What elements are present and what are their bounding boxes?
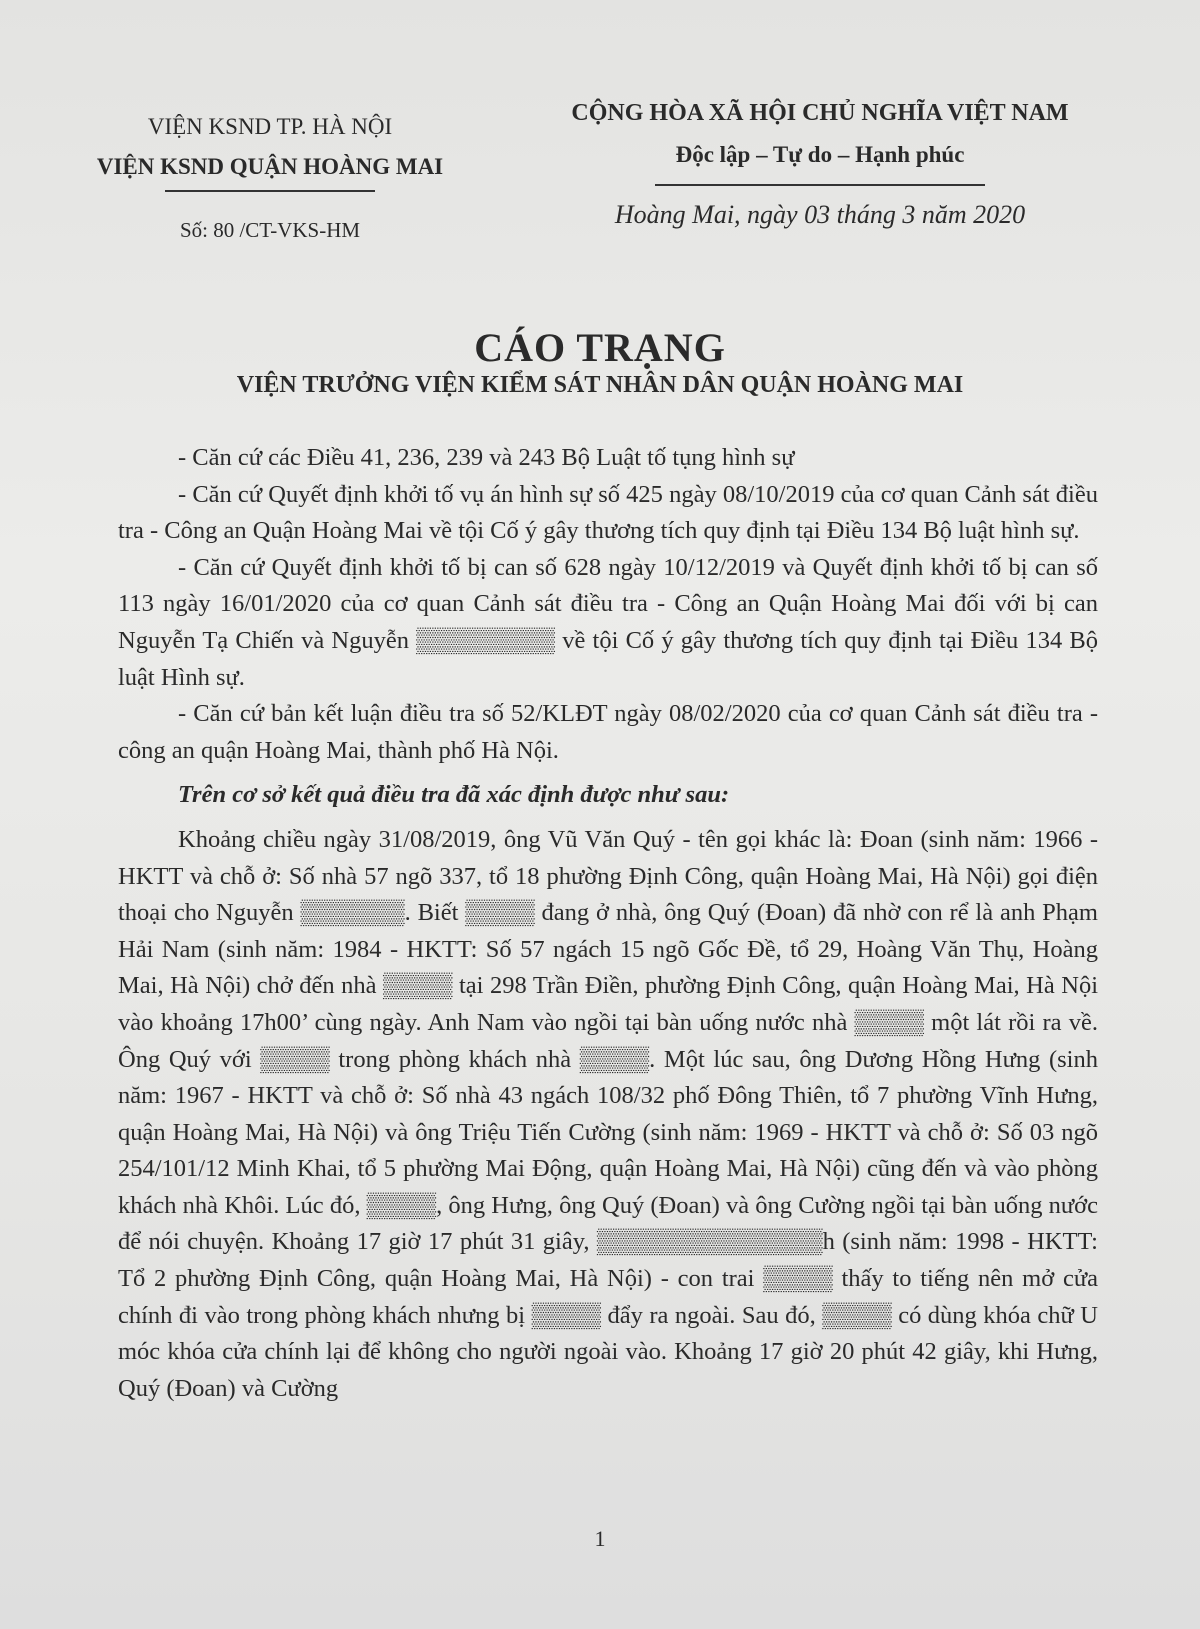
national-motto-block	[540, 98, 1100, 230]
legal-basis-4: - Căn cứ bản kết luận điều tra số 52/KLĐT ngày 08/02/2020 của cơ quan Cảnh sát điều tra - công an quận Hoàng Mai, thành phố Hà Nội.	[118, 700, 1098, 764]
section-heading: Trên cơ sở kết quả điều tra đã xác định được như sau:	[178, 781, 730, 809]
motto: Độc lập – Tự do – Hạnh phúc	[675, 142, 965, 167]
parent-agency: VIỆN KSND TP. HÀ NỘI	[147, 114, 393, 139]
legal-basis-1: - Căn cứ các Điều 41, 236, 239 và 243 Bộ Luật tố tụng hình sự	[178, 444, 795, 471]
narrative-paragraph: Khoảng chiều ngày 31/08/2019, ông Vũ Văn Quý - tên gọi khác là: Đoan (sinh năm: 1966 - HKTT và chỗ ở: Số nhà 57 ngõ 337, tổ 18 phường Định Công, quận Hoàng Mai, Hà Nội) gọi điện thoại cho Nguyễn ▒▒▒▒▒▒. Biết ▒▒▒▒ đang ở nhà, ông Quý (Đoan) đã nhờ con rể là anh Phạm Hải Nam (sinh năm: 1984 - HKTT: Số 57 ngách 15 ngõ Gốc Đề, tổ 29, Hoàng Văn Thụ, Hoàng Mai, Hà Nội) chở đến nhà ▒▒▒▒ tại 298 Trần Điền, phường Định Công, quận Hoàng Mai, Hà Nội vào khoảng 17h00’ cùng ngày. Anh Nam vào ngồi tại bàn uống nước nhà ▒▒▒▒ một lát rồi ra về. Ông Quý với ▒▒▒▒ trong phòng khách nhà ▒▒▒▒. Một lúc sau, ông Dương Hồng Hưng (sinh năm: 1967 - HKTT và chỗ ở: Số nhà 43 ngách 108/32 phố Đông Thiên, tổ 7 phường Vĩnh Hưng, quận Hoàng Mai, Hà Nội) và ông Triệu Tiến Cường (sinh năm: 1969 - HKTT và chỗ ở: Số 03 ngõ 254/101/12 Minh Khai, tổ 5 phường Mai Động, quận Hoàng Mai, Hà Nội) cũng đến và vào phòng khách nhà Khôi. Lúc đó, ▒▒▒▒, ông Hưng, ông Quý (Đoan) và ông Cường ngồi tại bàn uống nước để nói chuyện. Khoảng 17 giờ 17 phút 31 giây, ▒▒▒▒▒▒▒▒▒▒▒▒▒h (sinh năm: 1998 - HKTT: Tổ 2 phường Định Công, quận Hoàng Mai, Hà Nội) - con trai ▒▒▒▒ thấy to tiếng nên mở cửa chính đi vào trong phòng khách nhưng bị ▒▒▒▒ đẩy ra ngoài. Sau đó, ▒▒▒▒ có dùng khóa chữ U móc khóa cửa chính lại để không cho người ngoài vào. Khoảng 17 giờ 20 phút 42 giây, khi Hưng, Quý (Đoan) và Cường	[118, 825, 1098, 1402]
issuing-agency: VIỆN KSND QUẬN HOÀNG MAI	[96, 154, 444, 179]
issuing-agency-block	[70, 112, 470, 243]
document-body	[118, 440, 1098, 1407]
agency-divider	[165, 190, 375, 192]
page-number: 1	[594, 1526, 606, 1551]
motto-divider	[655, 184, 985, 186]
legal-basis-2: - Căn cứ Quyết định khởi tố vụ án hình sự số 425 ngày 08/10/2019 của cơ quan Cảnh sát điều tra - Công an Quận Hoàng Mai về tội Cố ý gây thương tích quy định tại Điều 134 Bộ luật hình sự.	[118, 480, 1098, 545]
place-date: Hoàng Mai, ngày 03 tháng 3 năm 2020	[614, 200, 1026, 229]
document-subtitle: VIỆN TRƯỞNG VIỆN KIỂM SÁT NHÂN DÂN QUẬN HOÀNG MAI	[236, 372, 964, 398]
document-title: CÁO TRẠNG	[474, 325, 726, 370]
document-number: Số: 80 /CT-VKS-HM	[179, 218, 361, 242]
country-name: CỘNG HÒA XÃ HỘI CHỦ NGHĨA VIỆT NAM	[571, 100, 1069, 126]
legal-basis-3: - Căn cứ Quyết định khởi tố bị can số 628 ngày 10/12/2019 và Quyết định khởi tố bị can số 113 ngày 16/01/2020 của cơ quan Cảnh sát điều tra - Công an Quận Hoàng Mai đối với bị can Nguyễn Tạ Chiến và Nguyễn ▒▒▒▒▒▒▒▒ về tội Cố ý gây thương tích quy định tại Điều 134 Bộ luật Hình sự.	[118, 553, 1098, 691]
